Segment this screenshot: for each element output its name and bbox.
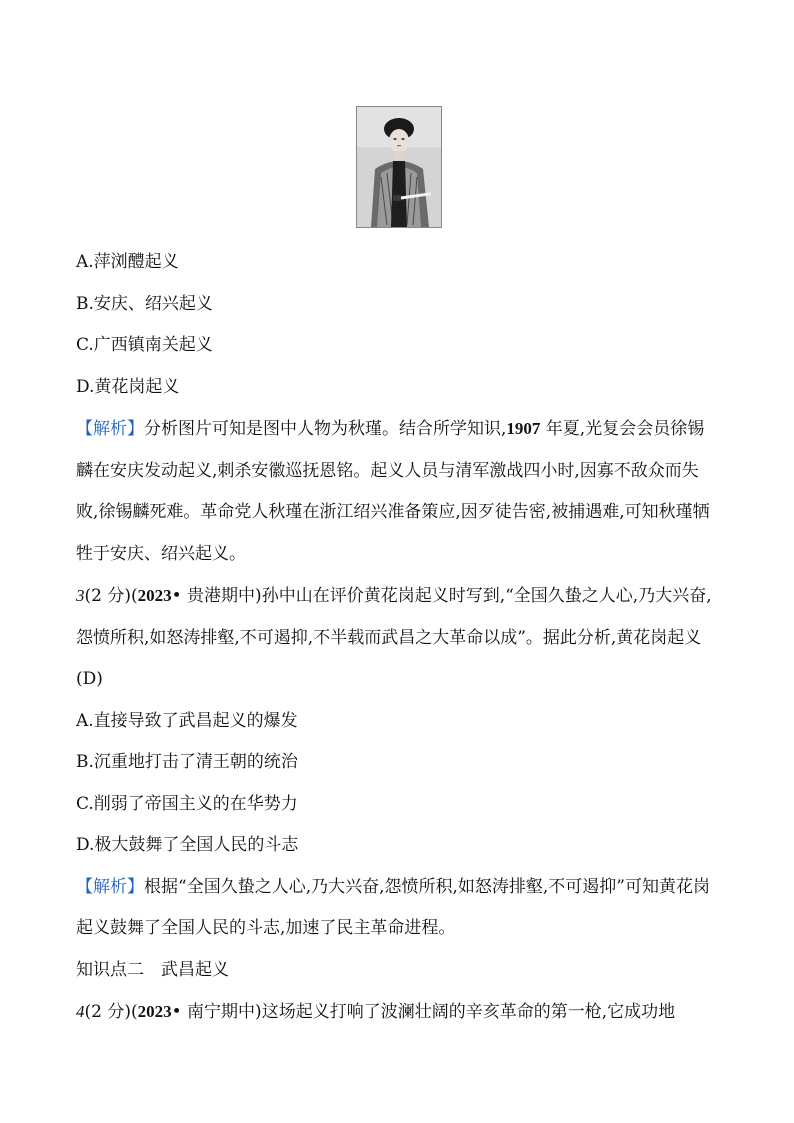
section-heading: 知识点二 武昌起义	[76, 959, 229, 980]
question-2-options	[76, 242, 721, 1034]
analysis-tag: 【解析】	[76, 876, 144, 897]
option-b: B.安庆、绍兴起义	[76, 293, 213, 314]
analysis-text-2: 年夏,光复会会员徐锡麟在安庆发动起义,刺杀安徽巡抚恩铭。起义人员与清军激战四小时,因寡不敌众而失败,徐锡麟死难。革命党人秋瑾在浙江绍兴准备策应,因歹徒告密,被捕遇难,可知秋瑾牺牲于安庆、绍兴起义。	[76, 419, 710, 564]
question-number: 3	[76, 586, 85, 605]
question-3-stem	[76, 575, 721, 701]
analysis-tag: 【解析】	[76, 419, 144, 439]
option-c: C.削弱了帝国主义的在华势力	[76, 793, 298, 814]
question-year: 2023	[137, 586, 172, 605]
option-d: D.黄花岗起义	[76, 376, 180, 397]
option-b: B.沉重地打击了清王朝的统治	[76, 752, 298, 772]
portrait-photo	[356, 106, 442, 228]
question-score: (2 分)(	[84, 586, 138, 606]
option-a: A.直接导致了武昌起义的爆发	[76, 710, 298, 731]
option-d: D.极大鼓舞了全国人民的斗志	[76, 835, 299, 855]
analysis-paragraph-q2	[76, 408, 721, 575]
portrait-illustration	[357, 107, 441, 227]
question-year: 2023	[137, 1002, 172, 1021]
question-source: • 贵港期中)	[171, 586, 262, 606]
question-stem-text: 孙中山在评价黄花岗起义时写到,“全国久蛰之人心,乃大兴奋,怨愤所积,如怒涛排壑,不可遏抑,不半载而武昌之大革命以成”。据此分析,黄花岗起义 (D)	[76, 586, 712, 689]
analysis-text: 根据“全国久蛰之人心,乃大兴奋,怨愤所积,如怒涛排壑,不可遏抑”可知黄花岗起义鼓舞了全国人民的斗志,加速了民主革命进程。	[76, 876, 710, 938]
question-number: 4	[76, 1002, 85, 1021]
analysis-year: 1907	[506, 419, 541, 438]
question-stem-text: 这场起义打响了波澜壮阔的辛亥革命的第一枪,它成功地	[261, 1002, 676, 1022]
question-4-stem	[76, 991, 721, 1034]
option-a: A.萍浏醴起义	[76, 252, 179, 272]
analysis-paragraph-q3	[76, 867, 721, 950]
option-c: C.广西镇南关起义	[76, 335, 213, 355]
question-score: (2 分)(	[84, 1002, 138, 1022]
question-source: • 南宁期中)	[171, 1002, 262, 1022]
analysis-text-1: 分析图片可知是图中人物为秋瑾。结合所学知识,	[144, 419, 507, 439]
